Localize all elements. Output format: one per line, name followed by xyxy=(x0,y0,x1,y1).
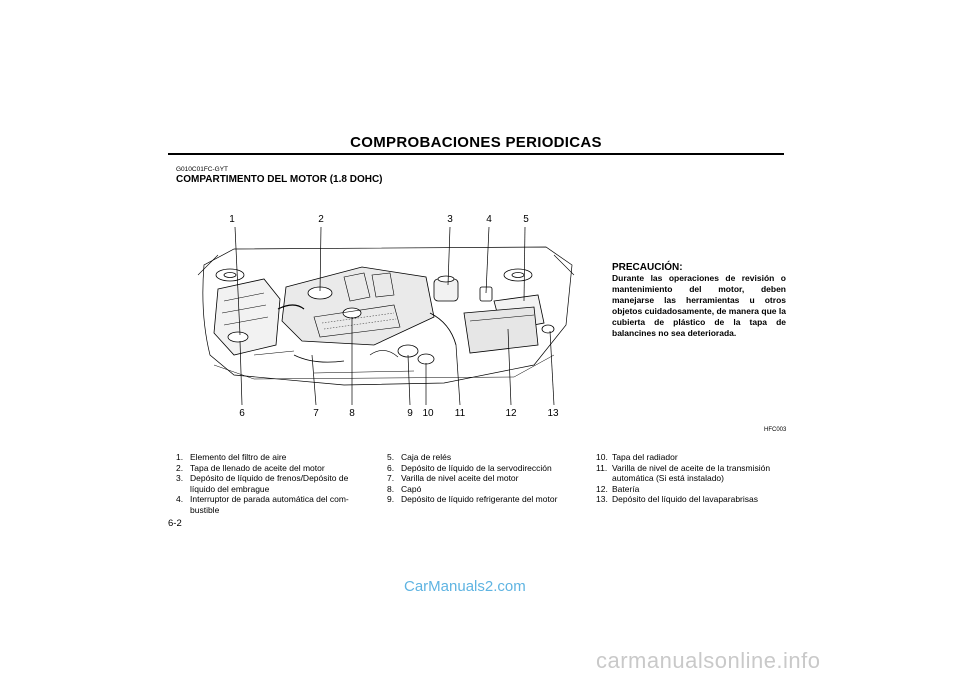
page-number: 6-2 xyxy=(168,518,182,529)
left-strut-tower xyxy=(216,269,244,281)
watermark-carmanualsonline[interactable]: carmanualsonline.info xyxy=(596,648,821,673)
list-item: 9. Depósito de líquido refrigerante del motor xyxy=(387,494,558,504)
page-header-title: COMPROBACIONES PERIODICAS xyxy=(350,134,602,151)
air-filter-box xyxy=(214,279,280,355)
caution-body: Durante las operaciones de revisión o mantenimiento del motor, deben manejarse las herramientas u otros objetos cuidadosamente, de manera que la cubierta de plástico de la tapa de balancines no sea deteriorada. xyxy=(612,273,786,338)
list-item: 3. Depósito de líquido de frenos/Depósito de líquido del embrague xyxy=(176,473,349,494)
legend-column-1 xyxy=(176,452,366,515)
callout-9: 9 xyxy=(407,408,413,419)
list-item: 6. Depósito de líquido de la servodirección xyxy=(387,462,552,473)
callout-13: 13 xyxy=(547,408,559,419)
callout-4: 4 xyxy=(486,214,492,225)
section-title: COMPARTIMENTO DEL MOTOR (1.8 DOHC) xyxy=(176,174,383,185)
header-rule xyxy=(168,153,784,155)
battery xyxy=(464,307,538,353)
engine-cover xyxy=(282,267,434,345)
callout-11: 11 xyxy=(454,408,466,419)
caution-box xyxy=(612,262,786,339)
list-item: 5. Caja de relés xyxy=(387,452,452,462)
caution-title: PRECAUCIÓN: xyxy=(612,262,683,273)
washer-reservoir-cap xyxy=(542,325,554,333)
callout-6: 6 xyxy=(239,408,245,419)
callout-10: 10 xyxy=(422,408,434,419)
callout-8: 8 xyxy=(349,408,355,419)
radiator-cap xyxy=(418,354,434,364)
right-strut-tower xyxy=(504,269,532,281)
callout-7: 7 xyxy=(313,408,319,419)
list-item: 8. Capó xyxy=(387,483,422,494)
callout-12: 12 xyxy=(505,408,517,419)
engine-compartment-diagram xyxy=(194,205,578,430)
callout-5: 5 xyxy=(523,214,529,225)
figure-code: HFC003 xyxy=(764,427,787,433)
list-item: 1. Elemento del filtro de aire xyxy=(176,452,287,462)
list-item: 2. Tapa de llenado de aceite del motor xyxy=(176,462,325,473)
legend-column-3 xyxy=(596,452,786,505)
list-item: 12. Batería xyxy=(596,483,640,494)
watermark-carmanuals2[interactable]: CarManuals2.com xyxy=(404,578,526,595)
list-item: 13. Depósito del líquido del lavaparabrisas xyxy=(596,494,759,504)
list-item: 11. Varilla de nivel de aceite de la transmisión automática (Si está instalado) xyxy=(596,462,771,483)
callout-2: 2 xyxy=(318,214,324,225)
list-item: 7. Varilla de nivel aceite del motor xyxy=(387,473,519,483)
callout-1: 1 xyxy=(229,214,235,225)
section-code: G010C01FC-GYT xyxy=(176,166,229,173)
list-item: 10. Tapa del radiador xyxy=(596,452,678,462)
power-steering-reservoir xyxy=(228,332,248,342)
list-item: 4. Interruptor de parada automática del com-bustible xyxy=(176,494,349,515)
callout-3: 3 xyxy=(447,214,453,225)
legend-column-2 xyxy=(387,452,577,505)
